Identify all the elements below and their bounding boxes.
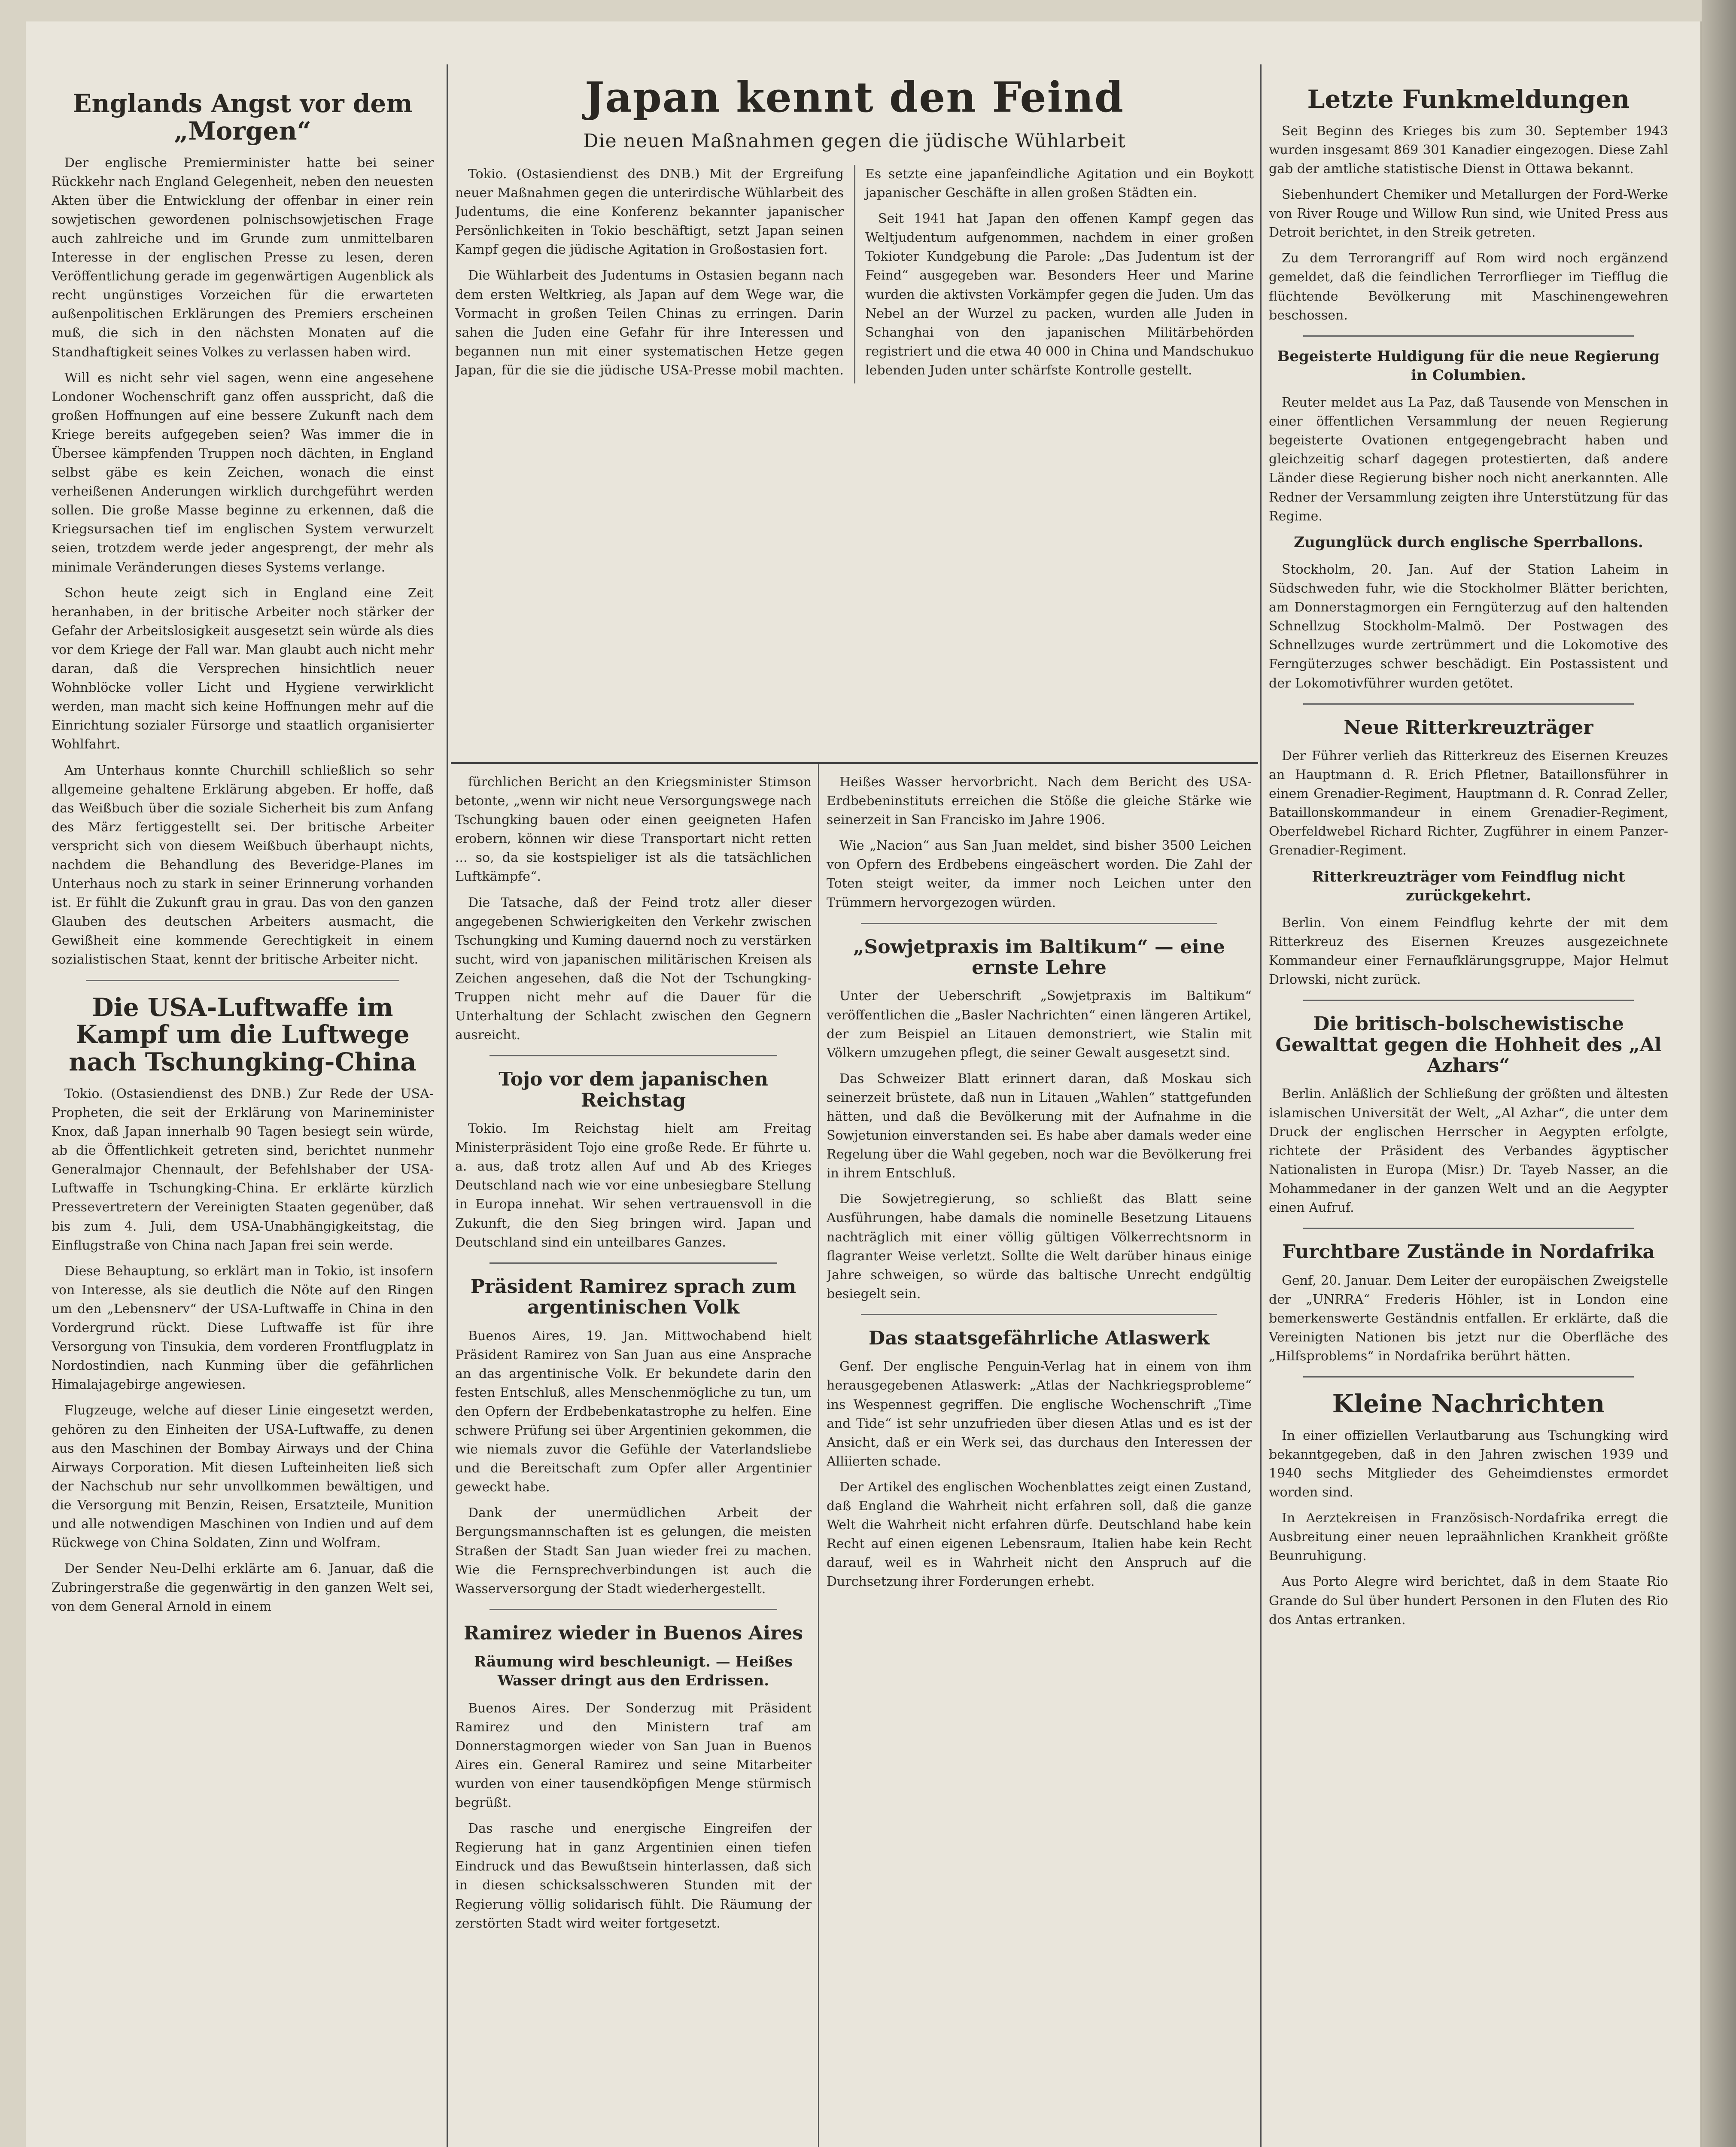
article-paragraph: Stockholm, 20. Jan. Auf der Station Laheim in Südschweden fuhr, wie die Stockholmer Blätter berichten, am Donnerstagmorgen ein Ferngüterzug auf den haltenden Schnellzug Stockholm-Malmö. Der Postwagen des Schnellzuges wurde zertrümmert und die Lokomotive des Ferngüterzuges schwer beschädigt. Ein Postassistent und der Lokomotivführer wurden getötet.: [1269, 562, 1668, 691]
article-paragraph: Die Tatsache, daß der Feind trotz aller dieser angegebenen Schwierigkeiten den Verkehr zwischen Tschungking und Kuming dauernd noch zu verstärken sucht, wird von japanischen militärischen Kreisen als Zeichen angesehen, daß die Not der Tschungking-Truppen nicht mehr auf die Dauer für die Unterhaltung der Schlacht zwischen den Gegnern ausreicht.: [455, 895, 812, 1043]
column-rule: [447, 64, 448, 2147]
article-paragraph: Buenos Aires. Der Sonderzug mit Präsident Ramirez und den Ministern traf am Donnerstagmorgen wieder von San Juan in Buenos Aires ein. General Ramirez und seine Mitarbeiter wurden von einer tausendköpfigen Menge stürmisch begrüßt.: [455, 1700, 812, 1811]
article-paragraph: Am Unterhaus konnte Churchill schließlich so sehr allgemeine gehaltene Erklärung abgeben. Er hoffe, daß das Weißbuch über die soziale Sicherheit bis zum Anfang des März fertiggestellt sei. Der britische Arbeiter verspricht sich von diesem Weißbuch überhaupt nichts, nachdem die Behandlung des Beveridge-Planes im Unterhaus noch zu stark in seiner Erinnerung vorhanden ist. Er fühlt die Zukunft grau in grau. Das von den ganzen Glauben des deutschen Arbeiters ausmacht, die Gewißheit eine kommende Gerechtigkeit in einem sozialistischen Staat, kennt der britische Arbeiter nicht.: [52, 763, 434, 967]
article-paragraph: Das rasche und energische Eingreifen der Regierung hat in ganz Argentinien einen tiefen Eindruck und das Bewußtsein hinterlassen, daß sich in diesen schicksalsschweren Stunden mit der Regierung völlig solidarisch fühlt. Die Räumung der zerstörten Stadt wird weiter fortgesetzt.: [455, 1821, 812, 1931]
article-paragraph: In einer offiziellen Verlautbarung aus Tschungking wird bekanntgegeben, daß in den Jahren zwischen 1939 und 1940 sechs Mitglieder des Geheimdienstes ermordet worden sind.: [1269, 1428, 1668, 1500]
article-paragraph: Die Wühlarbeit des Judentums in Ostasien begann nach dem ersten Weltkrieg, als Japan auf dem Wege war, die Vormacht in großen Teilen Chinas zu erringen. Darin sahen die Juden eine Gefahr für ihre Interessen und begannen nun mit einer systematischen Hetze gegen Japan, für die sie die jüdische USA-Presse mobil machten. Es setzte eine japanfeindliche Agitation und ein Boykott japanischer Geschäfte in allen großen Städten ein.: [455, 167, 1254, 378]
article-paragraph: Reuter meldet aus La Paz, daß Tausende von Menschen in einer öffentlichen Versammlung der neuen Regierung begeisterte Ovationen entgegengebracht haben und gleichzeitig scharf dagegen protestierten, daß andere Länder diese Regierung bisher noch nicht anerkannten. Alle Redner der Versammlung zeigten ihre Unterstützung für das Regime.: [1269, 395, 1668, 524]
article-divider: [1303, 335, 1634, 337]
article-paragraph: Diese Behauptung, so erklärt man in Tokio, ist insofern von Interesse, als sie deutlich die Nöte auf den Ringen um den „Lebensnerv“ der USA-Luftwaffe in China in den Vordergrund rückt. Diese Luftwaffe ist für ihre Versorgung von Tinsukia, dem vorderen Frontflugplatz in Nordostindien, nach Kunming über die gefährlichen Himalajagebirge angewiesen.: [52, 1263, 434, 1393]
article-paragraph: Unter der Ueberschrift „Sowjetpraxis im Baltikum“ veröffentlichen die „Basler Nachrichten“ einen längeren Artikel, der zum Beispiel an Litauen demonstriert, wie Stalin mit Völkern umzugehen pflegt, die seiner Gewalt ausgesetzt sind.: [827, 988, 1252, 1061]
article-divider: [1303, 703, 1634, 705]
article-divider: [489, 1262, 777, 1264]
article-paragraph: Dank der unermüdlichen Arbeit der Bergungsmannschaften ist es gelungen, die meisten Straßen der Stadt San Juan wieder frei zu machen. Wie die Fernsprechverbindungen ist auch die Wasserversorgung der Stadt wiederhergestellt.: [455, 1505, 812, 1597]
headline-ramirez-buenos-aires: Ramirez wieder in Buenos Aires: [463, 1622, 803, 1644]
column-middle-right: [827, 773, 1252, 2147]
article-paragraph: Zu dem Terrorangriff auf Rom wird noch ergänzend gemeldet, daß die feindlichen Terrorflieger im Tiefflug die flüchtende Bevölkerung mit Maschinengewehren beschossen.: [1269, 251, 1668, 323]
article-divider: [1303, 1000, 1634, 1001]
article-paragraph: Der Artikel des englischen Wochenblattes zeigt einen Zustand, daß England die Wahrheit nicht erfahren soll, daß die ganze Welt die Wahrheit nicht erfahren dürfe. Deutschland habe kein Recht auf einen eigenen Lebensraum, Italien habe kein Recht darauf, weil es in Wahrheit nicht den Anspruch auf die Durchsetzung ihrer Forderungen erhebt.: [827, 1479, 1252, 1590]
article-paragraph: Der englische Premierminister hatte bei seiner Rückkehr nach England Gelegenheit, neben den neuesten Akten über die Entwicklung der offenbar in einer rein sowjetischen gewordenen polnischsowjetischen Frage auch zahlreiche und im Grunde zum unmittelbaren Interesse in der englischen Presse zu lesen, deren Veröffentlichung gerade im gegenwärtigen Augenblick als recht ungünstiges Vorzeichen für die erwarteten außenpolitischen Erklärungen des Premiers erscheinen muß, die sich in den nächsten Monaten auf die Standhaftigkeit seines Volkes zu verlassen haben wird.: [52, 155, 434, 360]
headline-atlaswerk: Das staatsgefährliche Atlaswerk: [868, 1327, 1210, 1349]
column-rule: [818, 764, 819, 2147]
column-rule: [1260, 64, 1262, 2147]
article-divider: [861, 923, 1217, 924]
headline-tojo: Tojo vor dem japanischen Reichstag: [499, 1068, 768, 1111]
article-paragraph: fürchlichen Bericht an den Kriegsminister Stimson betonte, „wenn wir nicht neue Versorgungswege nach Tschungking bauen oder einen geeigneten Hafen erobern, können wir diese Transportart nicht retten ... so, da sie kostspieliger ist als die tatsächlichen Luftkämpfe“.: [455, 775, 812, 885]
subheadline: Die neuen Maßnahmen gegen die jüdische Wühlarbeit: [583, 130, 1126, 152]
article-divider: [489, 1609, 777, 1610]
article-divider: [1303, 1228, 1634, 1229]
column-right: [1269, 73, 1668, 2147]
headline-al-azhar: Die britisch-bolschewistische Gewalttat gegen die Hohheit des „Al Azhars“: [1275, 1013, 1662, 1077]
kicker: Begeisterte Huldigung für die neue Regierung in Columbien.: [1277, 347, 1660, 384]
article-paragraph: Siebenhundert Chemiker und Metallurgen der Ford-Werke von River Rouge und Willow Run sind, wie United Press aus Detroit berichtet, in den Streik getreten.: [1269, 187, 1668, 240]
article-paragraph: Das Schweizer Blatt erinnert daran, daß Moskau sich seinerzeit brüstete, daß nun in Litauen „Wahlen“ stattgefunden hätten, und daß die Bevölkerung mit der Aufnahme in die Sowjetunion einverstanden sei. Es habe aber damals weder eine Regelung über die Wahl gegeben, noch war die Bevölkerung frei in ihrem Entschluß.: [827, 1071, 1252, 1181]
article-paragraph: Berlin. Von einem Feindflug kehrte der mit dem Ritterkreuz des Eisernen Kreuzes ausgezeichnete Kommandeur einer Fernaufklärungsgruppe, Major Helmut Drlowski, nicht zurück.: [1269, 915, 1668, 988]
article-divider: [861, 1314, 1217, 1315]
headline-japan-kennt-den-feind: Japan kennt den Feind: [585, 73, 1124, 122]
article-paragraph: Flugzeuge, welche auf dieser Linie eingesetzt werden, gehören zu den Einheiten der USA-Luftwaffe, zu denen aus den Maschinen der Bombay Airways und der China Airways Corporation. Mit diesen Lufteinheiten ließ sich der Nachschub nur sehr unvollkommen bewältigen, und die Versorgung mit Benzin, Reisen, Ersatzteile, Munition und alle notwendigen Maschinen von Indien und auf dem Rückwege von China Soldaten, Zinn und Wolfram.: [52, 1403, 434, 1551]
lead-article: [455, 64, 1254, 756]
headline-ramirez-volk: Präsident Ramirez sprach zum argentinischen Volk: [470, 1275, 797, 1319]
headline-letzte-funkmeldungen: Letzte Funkmeldungen: [1307, 85, 1630, 114]
section-rule: [451, 762, 1258, 764]
article-paragraph: Berlin. Anläßlich der Schließung der größten und ältesten islamischen Universität der Welt, „Al Azhar“, die unter dem Druck der englischen Herrscher in Aegypten erfolgte, richtete der Präsident des Verbandes ägyptischer Nationalisten in Europa (Misr.) Dr. Tayeb Nasser, an die Mohammedaner in der ganzen Welt und an die Aegypter einen Aufruf.: [1269, 1086, 1668, 1216]
article-paragraph: Tokio. (Ostasiendienst des DNB.) Mit der Ergreifung neuer Maßnahmen gegen die unterirdische Wühlarbeit des Judentums, die eine Konferenz bekannter japanischer Persönlichkeiten in Tokio beschäftigt, setzt Japan seinen Kampf gegen die jüdische Agitation in Großostasien fort.: [455, 167, 844, 258]
article-paragraph: Der Führer verlieh das Ritterkreuz des Eisernen Kreuzes an Hauptmann d. R. Erich Pfletner, Bataillonsführer in einem Grenadier-Regiment, Hauptmann d. R. Conrad Zeller, Bataillonskommandeur in einem Grenadier-Regiment, Oberfeldwebel Richard Richter, Zugführer in einem Panzer-Grenadier-Regiment.: [1269, 748, 1668, 858]
article-paragraph: Seit 1941 hat Japan den offenen Kampf gegen das Weltjudentum aufgenommen, nachdem in einer großen Tokioter Kundgebung die Parole: „Das Judentum ist der Feind“ ausgegeben war. Besonders Heer und Marine wurden die aktivsten Vorkämpfer gegen die Juden. Um das Nebel an der Wurzel zu packen, wurden alle Juden in Schanghai von den japanischen Militärbehörden registriert und die etwa 40 000 in China und Mandschukuo lebenden Juden unter schärfste Kontrolle gestellt.: [865, 211, 1254, 378]
article-paragraph: Die Sowjetregierung, so schließt das Blatt seine Ausführungen, habe damals die nominelle Besetzung Litauens nachträglich mit einer völlig gültigen Völkerrechtsnorm in flagranter Weise verletzt. Sollte die Welt darüber hinaus einige Jahre schweigen, so würde das baltische Unrecht endgültig besiegelt sein.: [827, 1192, 1252, 1302]
kicker: Räumung wird beschleunigt. — Heißes Wasser dringt aus den Erdrissen.: [474, 1653, 793, 1690]
article-paragraph: In Aerztekreisen in Französisch-Nordafrika erregt die Ausbreitung einer neuen lepraähnlichen Krankheit größte Beunruhigung.: [1269, 1511, 1668, 1564]
headline-nordafrika: Furchtbare Zustände in Nordafrika: [1282, 1241, 1655, 1263]
article-paragraph: Schon heute zeigt sich in England eine Zeit heranhaben, in der britische Arbeiter noch stärker der Gefahr der Arbeitslosigkeit ausgesetzt sein würde als dies vor dem Kriege der Fall war. Man glaubt auch nicht mehr daran, daß die Versprechen hinsichtlich neuer Wohnblöcke voller Licht und Hygiene verwirklicht werden, man macht sich keine Hoffnungen mehr auf die Einrichtung sozialer Fürsorge und staatlich organisierter Wohlfahrt.: [52, 585, 434, 752]
article-paragraph: Seit Beginn des Krieges bis zum 30. September 1943 wurden insgesamt 869 301 Kanadier eingezogen. Diese Zahl gab der amtliche statistische Dienst in Ottawa bekannt.: [1269, 123, 1668, 176]
article-paragraph: Heißes Wasser hervorbricht. Nach dem Bericht des USA-Erdbebeninstituts erreichen die Stöße die gleiche Stärke wie seinerzeit in San Francisko im Jahre 1906.: [827, 775, 1252, 828]
article-paragraph: Genf, 20. Januar. Dem Leiter der europäischen Zweigstelle der „UNRRA“ Frederis Höhler, ist in London eine bemerkenswerte Geständnis entfallen. Er erklärte, daß die Vereinigten Nationen bis jetzt nur die Oberfläche des „Hilfsproblems“ in Nordafrika berührt hätten.: [1269, 1273, 1668, 1364]
column-middle-left: [455, 773, 812, 2147]
article-paragraph: Wie „Nacion“ aus San Juan meldet, sind bisher 3500 Leichen von Opfern des Erdbebens eingeäschert worden. Die Zahl der Toten steigt weiter, da immer noch Leichen unter den Trümmern hervorgezogen würden.: [827, 838, 1252, 910]
article-paragraph: Buenos Aires, 19. Jan. Mittwochabend hielt Präsident Ramirez von San Juan aus eine Ansprache an das argentinische Volk. Er bekundete darin den festen Entschluß, alles Menschenmögliche zu tun, um den Opfern der Erdbebenkatastrophe zu helfen. Eine schwere Prüfung sei über Argentinien gekommen, die wie niemals zuvor die Gefühle der Vaterlandsliebe und die Bereitschaft zum Opfer aller Argentinier geweckt habe.: [455, 1328, 812, 1495]
headline-sowjetpraxis: „Sowjetpraxis im Baltikum“ — eine ernste Lehre: [853, 936, 1225, 979]
kicker: Ritterkreuzträger vom Feindflug nicht zurückgekehrt.: [1312, 868, 1625, 904]
article-divider: [86, 980, 399, 981]
headline-kleine-nachrichten: Kleine Nachrichten: [1332, 1389, 1605, 1418]
article-paragraph: Der Sender Neu-Delhi erklärte am 6. Januar, daß die Zubringerstraße die gegenwärtig in den ganzen Welt sei, von dem General Arnold in einem: [52, 1561, 434, 1615]
page-edge: [1702, 0, 1736, 2147]
column-left: [52, 77, 434, 2147]
kicker: Zugunglück durch englische Sperrballons.: [1294, 533, 1643, 551]
article-divider: [489, 1055, 777, 1056]
article-paragraph: Tokio. (Ostasiendienst des DNB.) Zur Rede der USA-Propheten, die seit der Erklärung von Marineminister Knox, daß Japan innerhalb 90 Tagen besiegt sein würde, ab die Öffentlichkeit getreten sind, berichtet nunmehr Generalmajor Chennault, der Befehlshaber der USA-Luftwaffe in Tschungking-China. Er erklärte kürzlich Pressevertretern der Vereinigten Staaten gegenüber, daß bis zum 4. Juli, dem USA-Unabhängigkeitstag, die Einflugstraße von China nach Japan frei sein werde.: [52, 1086, 434, 1253]
article-paragraph: Genf. Der englische Penguin-Verlag hat in einem von ihm herausgegebenen Atlaswerk: „Atlas der Nachkriegsprobleme“ ins Wespennest gegriffen. Die englische Wochenschrift „Time and Tide“ ist sehr unzufrieden über diesen Atlas und es ist der Ansicht, daß er ein Werk sei, das durchaus den Interessen der Alliierten schade.: [827, 1359, 1252, 1469]
headline-ritterkreuztraeger: Neue Ritterkreuzträger: [1344, 716, 1593, 739]
article-paragraph: Aus Porto Alegre wird berichtet, daß in dem Staate Rio Grande do Sul über hundert Personen in den Fluten des Rio dos Antas ertranken.: [1269, 1574, 1668, 1627]
headline-englands-angst: Englands Angst vor dem „Morgen“: [73, 89, 413, 146]
article-paragraph: Will es nicht sehr viel sagen, wenn eine angesehene Londoner Wochenschrift ganz offen ausspricht, daß die großen Hoffnungen auf eine bessere Zukunft nach dem Kriege bereits aufgegeben seien? Was immer die in Übersee kämpfenden Truppen noch dächten, in England selbst gäbe es kein Zeichen, wonach die einst verheißenen Anderungen wirklich durchgeführt werden sollen. Die große Masse beginne zu erkennen, daß die Kriegsursachen tief im englischen System verwurzelt seien, trotzdem werde jeder angesprengt, der mehr als minimale Veränderungen dieses Systems verlange.: [52, 370, 434, 575]
article-paragraph: Tokio. Im Reichstag hielt am Freitag Ministerpräsident Tojo eine große Rede. Er führte u. a. aus, daß trotz allen Auf und Ab des Krieges Deutschland nach wie vor eine unbesiegbare Stellung in Europa innehat. Wir sehen vertrauensvoll in die Zukunft, die den Sieg bringen wird. Japan und Deutschland sind ein unteilbares Ganzes.: [455, 1121, 812, 1250]
headline-usa-luftwaffe: Die USA-Luftwaffe im Kampf um die Luftwege nach Tschungking-China: [69, 992, 417, 1077]
article-divider: [1303, 1376, 1634, 1378]
